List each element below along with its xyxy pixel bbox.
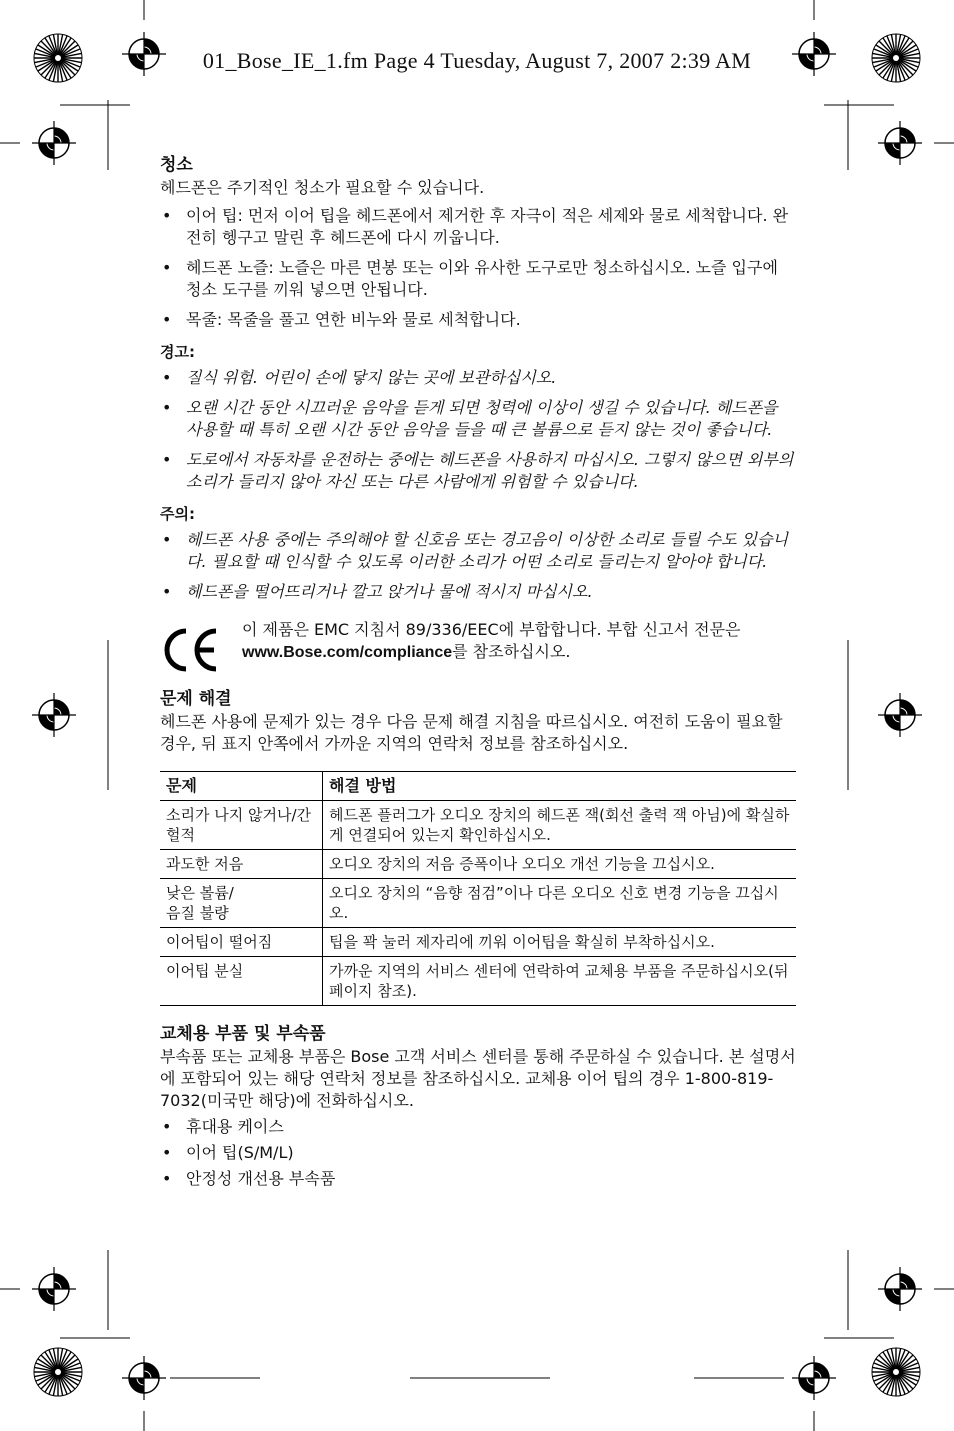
cleaning-list — [160, 205, 796, 331]
ce-mark-icon — [160, 625, 222, 675]
solution-cell: 가까운 지역의 서비스 센터에 연락하여 교체용 부품을 주문하십시오(뒤 페이지 참조). — [323, 957, 797, 1006]
caution-list — [160, 529, 796, 603]
ce-text-1: 이 제품은 EMC 지침서 89/336/EEC에 부합합니다. 부합 신고서 전문은 — [242, 620, 741, 639]
troubleshooting-intro: 헤드폰 사용에 문제가 있는 경우 다음 문제 해결 지침을 따르십시오. 여전히 도움이 필요할 경우, 뒤 표지 안쪽에서 가까운 지역의 연락처 정보를 참조하십시오. — [160, 712, 783, 753]
troubleshooting-title: 문제 해결 — [160, 689, 232, 709]
troubleshooting-table — [160, 771, 796, 1006]
cleaning-title: 청소 — [160, 155, 193, 175]
list-item: • 휴대용 케이스 — [160, 1116, 796, 1138]
list-item: • 목줄: 목줄을 풀고 연한 비누와 물로 세척합니다. — [160, 309, 796, 331]
table-header-row — [160, 772, 796, 801]
problem-cell: 이어팁이 떨어짐 — [160, 928, 323, 957]
list-item: • 헤드폰 노즐: 노즐은 마른 면봉 또는 이와 유사한 도구로만 청소하십시오. 노즐 입구에 청소 도구를 끼워 넣으면 안됩니다. — [160, 257, 796, 301]
problem-cell: 소리가 나지 않거나/간헐적 — [160, 801, 323, 850]
table-header-solution: 해결 방법 — [323, 772, 797, 801]
page-content — [160, 153, 796, 1190]
problem-cell: 이어팁 분실 — [160, 957, 323, 1006]
list-item: • 헤드폰을 떨어뜨리거나 깔고 앉거나 물에 적시지 마십시오. — [160, 581, 796, 603]
table-row — [160, 801, 796, 850]
problem-cell: 낮은 볼륨/ 음질 불량 — [160, 879, 323, 928]
page-header: 01_Bose_IE_1.fm Page 4 Tuesday, August 7, 2007 2:39 AM — [202, 48, 752, 73]
table-header-problem: 문제 — [160, 772, 323, 801]
caution-title: 주의: — [160, 505, 195, 523]
warning-title: 경고: — [160, 343, 195, 361]
list-item: • 오랜 시간 동안 시끄러운 음악을 듣게 되면 청력에 이상이 생길 수 있습니다. 헤드폰을 사용할 때 특히 오랜 시간 동안 음악을 들을 때 큰 볼륨으로 듣지 않는 것이 좋습니다. — [160, 397, 796, 441]
solution-cell: 오디오 장치의 “음향 점검”이나 다른 오디오 신호 변경 기능을 끄십시오. — [323, 879, 797, 928]
solution-cell: 팁을 꽉 눌러 제자리에 끼워 이어팁을 확실히 부착하십시오. — [323, 928, 797, 957]
list-item: • 안정성 개선용 부속품 — [160, 1168, 796, 1190]
parts-title: 교체용 부품 및 부속품 — [160, 1024, 326, 1044]
list-item: • 헤드폰 사용 중에는 주의해야 할 신호음 또는 경고음이 이상한 소리로 들릴 수도 있습니다. 필요할 때 인식할 수 있도록 이러한 소리가 어떤 소리로 들리는지 알아야 합니다. — [160, 529, 796, 573]
list-item: • 도로에서 자동차를 운전하는 중에는 헤드폰을 사용하지 마십시오. 그렇지 않으면 외부의 소리가 들리지 않아 자신 또는 다른 사람에게 위험할 수 있습니다. — [160, 449, 796, 493]
table-row — [160, 957, 796, 1006]
list-item: • 이어 팁: 먼저 이어 팁을 헤드폰에서 제거한 후 자극이 적은 세제와 물로 세척합니다. 완전히 헹구고 말린 후 헤드폰에 다시 끼웁니다. — [160, 205, 796, 249]
list-item: • 질식 위험. 어린이 손에 닿지 않는 곳에 보관하십시오. — [160, 367, 796, 389]
warning-list — [160, 367, 796, 493]
solution-cell: 헤드폰 플러그가 오디오 장치의 헤드폰 잭(회선 출력 잭 아님)에 확실하게 연결되어 있는지 확인하십시오. — [323, 801, 797, 850]
ce-text-2: 를 참조하십시오. — [452, 642, 571, 661]
problem-cell: 과도한 저음 — [160, 850, 323, 879]
table-row — [160, 850, 796, 879]
list-item: • 이어 팁(S/M/L) — [160, 1142, 796, 1164]
solution-cell: 오디오 장치의 저음 증폭이나 오디오 개선 기능을 끄십시오. — [323, 850, 797, 879]
ce-compliance — [160, 619, 796, 675]
table-row — [160, 928, 796, 957]
compliance-link[interactable]: www.Bose.com/compliance — [242, 644, 453, 661]
parts-intro: 부속품 또는 교체용 부품은 Bose 고객 서비스 센터를 통해 주문하실 수 있습니다. 본 설명서에 포함되어 있는 해당 연락처 정보를 참조하십시오. 교체용 이어 팁의 경우 1-800-819-7032(미국만 해당)에 전화하십시오. — [160, 1047, 796, 1110]
cleaning-intro: 헤드폰은 주기적인 청소가 필요할 수 있습니다. — [160, 178, 485, 197]
parts-list — [160, 1116, 796, 1190]
table-row — [160, 879, 796, 928]
ce-text — [242, 619, 741, 664]
